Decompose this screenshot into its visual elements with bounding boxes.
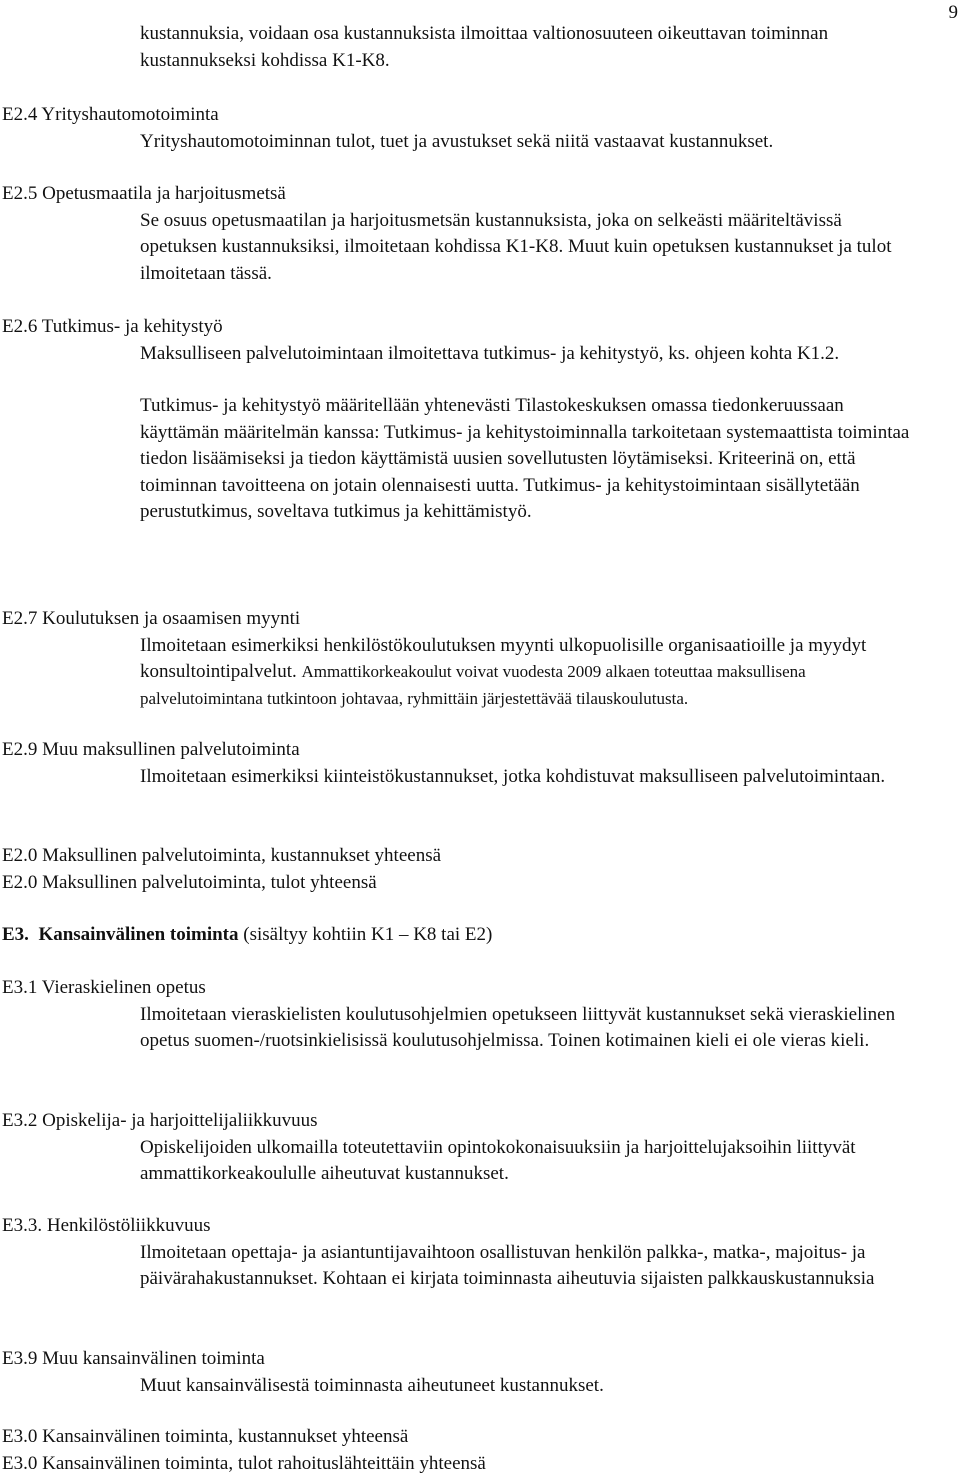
sales-text: Ilmoitetaan esimerkiksi henkilöstökoulutuksen myynti ulkopuolisille organisaatioille ja myydyt konsultointipalvelut. xyxy=(140,635,866,683)
section-e3-2 xyxy=(0,1108,940,1188)
total-line-costs: E3.0 Kansainvälinen toiminta, kustannukset yhteensä xyxy=(0,1424,940,1451)
section-e3-9 xyxy=(0,1346,940,1399)
section-paragraph: Opiskelijoiden ulkomailla toteutettaviin opintokokonaisuuksiin ja harjoittelujaksoihin liittyvät ammattikorkeakoululle aiheutuvat kustannukset. xyxy=(0,1135,922,1188)
section-paragraph: Ilmoitetaan esimerkiksi kiinteistökustannukset, jotka kohdistuvat maksulliseen palvelutoimintaan. xyxy=(0,764,922,791)
section-e3-3 xyxy=(0,1213,940,1293)
section-heading: E3.3. Henkilöstöliikkuvuus xyxy=(0,1213,940,1240)
section-e2-5 xyxy=(0,181,940,287)
section-heading: E3.9 Muu kansainvälinen toiminta xyxy=(0,1346,940,1373)
section-heading: E2.6 Tutkimus- ja kehitystyö xyxy=(0,314,940,341)
page-number: 9 xyxy=(949,0,959,26)
intro-paragraph: kustannuksia, voidaan osa kustannuksista ilmoittaa valtionosuuteen oikeuttavan toiminnan kustannukseksi kohdissa K1-K8. xyxy=(0,21,922,74)
amk-text: Ammattikorkeakoulut voivat vuodesta 2009 alkaen toteuttaa maksullisena palvelutoimintana tutkintoon johtavaa, ryhmittäin järjestettävää tilauskoulutusta. xyxy=(140,662,806,708)
main-heading-number: E3. xyxy=(2,924,29,945)
section-paragraph: Yrityshautomotoiminnan tulot, tuet ja avustukset sekä niitä vastaavat kustannukset. xyxy=(0,129,922,156)
total-line-income: E3.0 Kansainvälinen toiminta, tulot rahoituslähteittäin yhteensä xyxy=(0,1451,940,1477)
section-heading: E2.4 Yrityshautomotoiminta xyxy=(0,102,940,129)
main-heading-suffix: (sisältyy kohtiin K1 – K8 tai E2) xyxy=(239,924,493,945)
section-heading: E2.5 Opetusmaatila ja harjoitusmetsä xyxy=(0,181,940,208)
total-line-income: E2.0 Maksullinen palvelutoiminta, tulot yhteensä xyxy=(0,870,940,897)
section-paragraph: Muut kansainvälisestä toiminnasta aiheutuneet kustannukset. xyxy=(0,1373,922,1400)
section-paragraph: Ilmoitetaan opettaja- ja asiantuntijavaihtoon osallistuvan henkilön palkka-, matka-, majoitus- ja päivärahakustannukset. Kohtaan ei kirjata toiminnasta aiheutuvia sijaisten palkkauskustannuksia xyxy=(0,1240,922,1293)
section-paragraph-definition: Tutkimus- ja kehitystyö määritellään yhtenevästi Tilastokeskuksen omassa tiedonkeruussaan käyttämän määritelmän kanssa: Tutkimus- ja kehitystoiminnalla tarkoitetaan systemaattista toimintaa tiedon lisäämiseksi ja tiedon käyttämistä uusien sovellutusten löytämiseksi. Kriteerinä on, että toiminnan tavoitteena on jotain olennaisesti uutta. Tutkimus- ja kehitystoimintaan sisällytetään perustutkimus, soveltava tutkimus ja kehittämistyö. xyxy=(0,393,922,526)
section-paragraph xyxy=(0,633,930,713)
section-e2-4 xyxy=(0,102,940,155)
main-heading-title: Kansainvälinen toiminta xyxy=(38,924,238,945)
intro-block xyxy=(0,21,940,74)
section-e3-1 xyxy=(0,975,940,1055)
total-line-costs: E2.0 Maksullinen palvelutoiminta, kustannukset yhteensä xyxy=(0,843,940,870)
section-paragraph: Ilmoitetaan vieraskielisten koulutusohjelmien opetukseen liittyvät kustannukset sekä vieraskielinen opetus suomen-/ruotsinkielisissä koulutusohjelmissa. Toinen kotimainen kieli ei ole vieras kieli. xyxy=(0,1002,922,1055)
section-paragraph: Maksulliseen palvelutoimintaan ilmoitettava tutkimus- ja kehitystyö, ks. ohjeen kohta K1.2. xyxy=(0,341,922,368)
section-e2-0-totals xyxy=(0,843,940,896)
section-e2-7 xyxy=(0,606,940,712)
section-e3 xyxy=(0,922,940,949)
section-heading: E3.2 Opiskelija- ja harjoittelijaliikkuvuus xyxy=(0,1108,940,1135)
section-e2-9 xyxy=(0,737,940,790)
main-heading xyxy=(0,922,940,949)
section-paragraph: Se osuus opetusmaatilan ja harjoitusmetsän kustannuksista, joka on selkeästi määriteltävissä opetuksen kustannuksiksi, ilmoitetaan kohdissa K1-K8. Muut kuin opetuksen kustannukset ja tulot ilmoitetaan tässä. xyxy=(0,208,922,288)
section-heading: E3.1 Vieraskielinen opetus xyxy=(0,975,940,1002)
section-e2-6 xyxy=(0,314,940,526)
section-e3-0-totals xyxy=(0,1424,940,1477)
section-heading: E2.7 Koulutuksen ja osaamisen myynti xyxy=(0,606,940,633)
section-heading: E2.9 Muu maksullinen palvelutoiminta xyxy=(0,737,940,764)
